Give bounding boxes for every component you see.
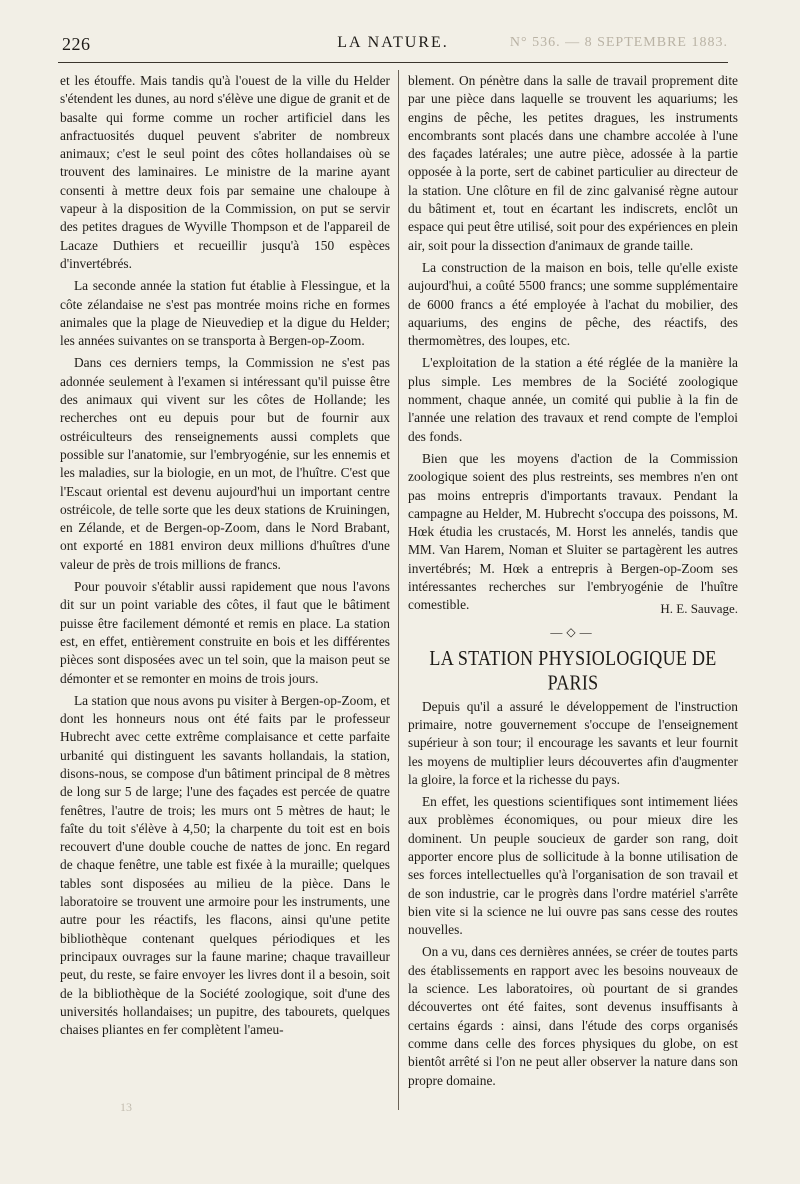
right-column xyxy=(408,72,738,1094)
page-number: 226 xyxy=(62,34,91,54)
bleed-through-text: N° 536. — 8 SEPTEMBRE 1883. xyxy=(509,35,728,50)
paragraph: En effet, les questions scientifiques sont intimement liées aux problèmes économiques, ou pour mieux dire les dominent. Un peuple soucieux de garder son rang, doit apporter encore plus de sollicitude à la bonne utilisation de ses forces intellectuelles qu'à l'organisation de son travail et de son industrie, car le progrès dans l'ordre matériel s'arrête bien vite si la science ne lui ouvre pas sans cesse des routes nouvelles. xyxy=(408,794,738,938)
section-ornament: —◇— xyxy=(550,624,596,639)
journal-title: LA NATURE. xyxy=(337,34,449,51)
left-column xyxy=(60,72,390,1043)
column-divider xyxy=(398,70,399,1110)
paragraph: et les étouffe. Mais tandis qu'à l'ouest de la ville du Helder s'étendent les dunes, au nord s'élève une digue de granit et de basalte qui forme comme un rocher artificiel dans les anfractuosités duquel peuvent s'abriter de nombreux animaux; c'est le seul point des côtes hollandaises où se trouvent des laminaires. Le ministre de la marine ayant consenti à mettre deux fois par semaine une chaloupe à vapeur à la disposition de la Commission, on put se servir des petites dragues de Wyville Thompson et de l'appareil de Lacaze Duthiers et recueillir jusqu'à 150 espèces d'invertébrés. xyxy=(60,73,390,271)
footer-mark: 13 xyxy=(120,1100,132,1114)
section-title: LA STATION PHYSIOLOGIQUE DE PARIS xyxy=(429,646,717,694)
paragraph: Bien que les moyens d'action de la Commission zoologique soient des plus restreints, ses membres n'en ont pas moins entrepris d'importants travaux. Pendant la campagne au Helder, M. Hubrecht s'occupa des poissons, M. Hœk étudia les crustacés, M. Horst les annelés, tandis que MM. Van Harem, Noman et Sluiter se partagèrent les autres invertébrés; M. Hœk a entrepris à Bergen-op-Zoom ses intéressantes recherches sur l'embryogénie de l'huître comestible. xyxy=(408,450,738,613)
paragraph: La construction de la maison en bois, telle qu'elle existe aujourd'hui, a coûté 5500 francs; une somme supplémentaire de 6000 francs a été employée à l'achat du mobilier, des aquariums, des engins de pêche, des réactifs, des thermomètres, des loupes, etc. xyxy=(408,259,738,349)
paragraph: Depuis qu'il a assuré le développement de l'instruction primaire, notre gouvernement s'occupe de l'enseignement supérieur à son tour; il encourage les savants et leur fournit les moyens de multiplier leurs découvertes afin d'augmenter la gloire, la force et la richesse du pays. xyxy=(408,698,738,787)
author-signature: H. E. Sauvage. xyxy=(660,600,738,616)
paragraph: blement. On pénètre dans la salle de travail proprement dite par une pièce dans laquelle se trouvent les aquariums; les engins de pêche, les petites dragues, les instruments encombrants sont placés dans une chambre accolée à l'une des façades latérales; une autre pièce, adossée à la partie opposée à la porte, sert de cabinet particulier au directeur de la station. Une clôture en fil de zinc galvanisé règne autour du bâtiment et, tout en écartant les indiscrets, enclôt un espace qui peut être utilisé, soit pour des expériences en plein air, soit pour la dissection d'animaux de grande taille. xyxy=(408,73,738,253)
paragraph: On a vu, dans ces dernières années, se créer de toutes parts des établissements en rapport avec les besoins nouveaux de la science. Les laboratoires, où pourtant de si grandes découvertes ont été faites, sont devenus insuffisants à certains égards : ainsi, dans l'étude des corps organisés comme dans celle des forces physiques du globe, on est bientôt arrêté si l'on ne peut aller observer la nature dans son propre domaine. xyxy=(408,944,738,1088)
paragraph: L'exploitation de la station a été réglée de la manière la plus simple. Les membres de la Société zoologique nomment, chaque année, un comité qui publie à la fin de l'année une relation des travaux et rend compte de l'emploi des fonds. xyxy=(408,355,738,444)
paragraph: Pour pouvoir s'établir aussi rapidement que nous l'avons dit sur un point variable des côtes, il faut que le bâtiment puisse être facilement démonté et remis en place. La station est, en effet, entièrement construite en bois et les différentes pièces sont disposées avec un tel soin, que la maison peut se démonter et se remonter en moins de trois jours. xyxy=(60,579,390,686)
paragraph: Dans ces derniers temps, la Commission ne s'est pas adonnée seulement à l'examen si intéressant qu'il puisse être des animaux qui vivent sur les côtes de Hollande; les recherches ont eu depuis pour but de fournir aux ostréiculteurs des renseignements aussi complets que possible sur l'anatomie, sur l'embryogénie, sur les ennemis et les maladies, sur la biologie, en un mot, de l'huître. C'est que l'Escaut oriental est devenu aujourd'hui un important centre ostréicole, de telle sorte que les deux stations de Kruiningen, en Zélande, et de Bergen-op-Zoom, dans le Nord Brabant, ont exporté en 1881 environ deux millions d'huîtres d'une valeur de près de trois millions de francs. xyxy=(60,355,390,572)
header-rule xyxy=(58,62,728,63)
paragraph: La station que nous avons pu visiter à Bergen-op-Zoom, et dont les honneurs nous ont été faits par le professeur Hubrecht avec cette extrême complaisance et cette parfaite urbanité qui distinguent les savants hollandais, la station, disons-nous, se compose d'un bâtiment principal de 8 mètres de long sur 5 de large; l'une des façades est percée de quatre fenêtres, l'autre de trois; les murs ont 5 mètres de haut; le faîte du toit s'élève à 4,50; la charpente du toit est en bois recouvert d'une double couche de nattes de jonc. En regard de chaque fenêtre, une table est fixée à la muraille; quelques tables sont disposées au milieu de la pièce. Dans le laboratoire se trouvent une armoire pour les instruments, une autre pour les réactifs, les flacons, ainsi qu'une petite bibliothèque contenant quelques périodiques et les principaux ouvrages sur la faune marine; chaque travailleur peut, du reste, se faire envoyer les livres dont il a besoin, soit de la bibliothèque de la Société zoologique, soit d'une des universités hollandaises; un pupitre, des tabourets, quelques chaises pliantes en fer complètent l'ameu- xyxy=(60,692,390,1038)
paragraph: La seconde année la station fut établie à Flessingue, et la côte zélandaise ne s'est pas montrée moins riche en formes animales que la plage de Nieuvediep et la digue du Helder; les années suivantes on se transporta à Bergen-op-Zoom. xyxy=(60,278,390,349)
page-header xyxy=(58,32,728,56)
